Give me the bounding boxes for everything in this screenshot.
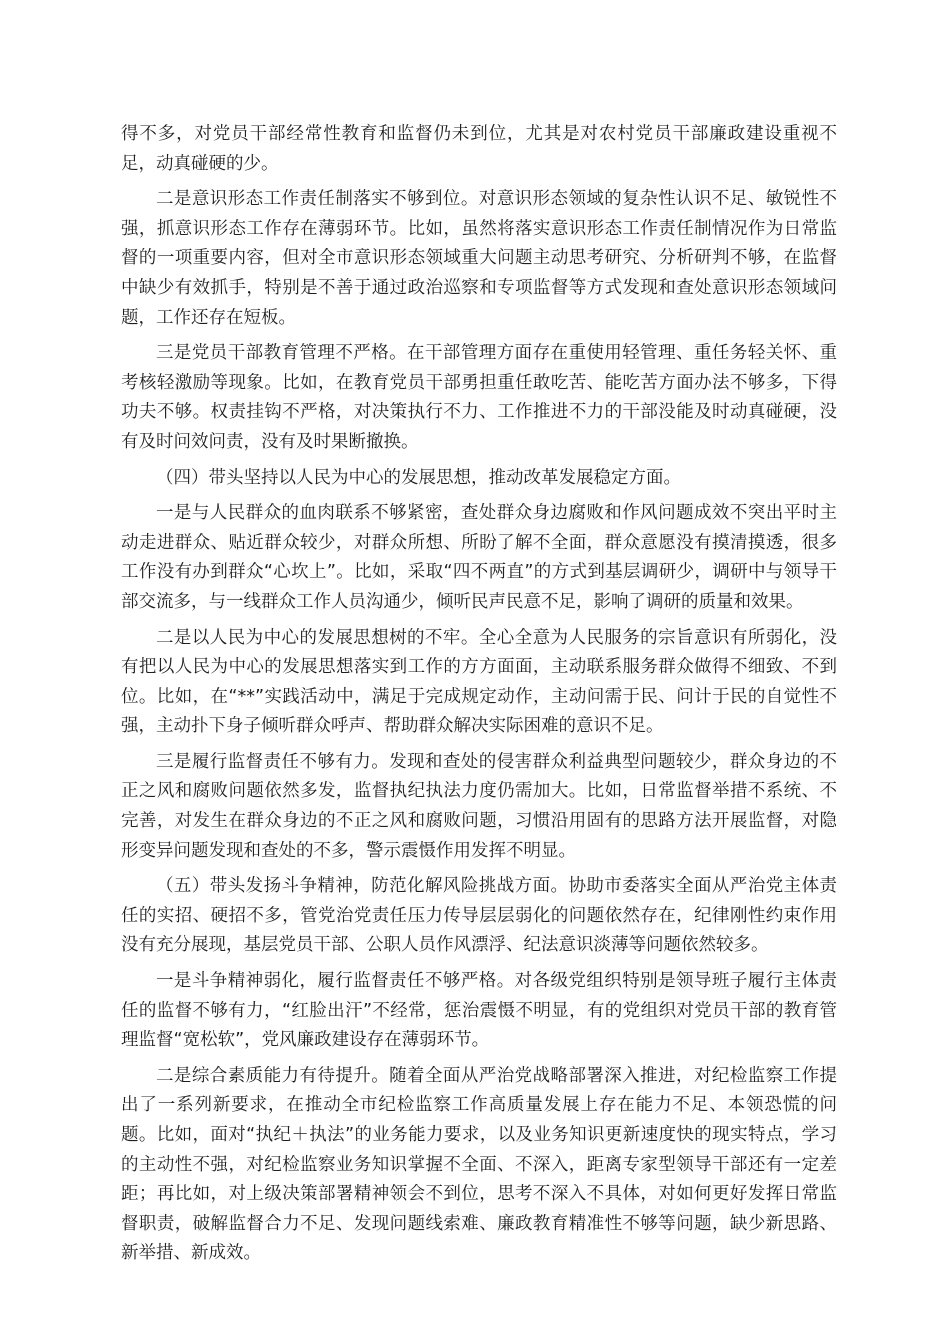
paragraph-supervision-duty: 三是履行监督责任不够有力。发现和查处的侵害群众利益典型问题较少，群众身边的不正之风和腐败问题依然多发，监督执纪执法力度仍需加大。比如，日常监督举措不系统、不完善，对发生在群众身边的不正之风和腐败问题，习惯沿用固有的思路方法开展监督，对隐形变异问题发现和查处的不多，警示震慑作用发挥不明显。 [121,751,837,861]
paragraph-struggle-spirit: 一是斗争精神弱化，履行监督责任不够严格。对各级党组织特别是领导班子履行主体责任的监督不够有力，“红脸出汗”不经常，惩治震慑不明显，有的党组织对党员干部的教育管理监督“宽松软”，党风廉政建设存在薄弱环节。 [121,971,837,1051]
section-heading-five: （五）带头发扬斗争精神，防范化解风险挑战方面。协助市委落实全面从严治党主体责任的实招、硬招不多，管党治党责任压力传导层层弱化的问题依然存在，纪律刚性约束作用没有充分展现，基层党员干部、公职人员作风漂浮、纪法意识淡薄等问题依然较多。 [121,876,837,956]
paragraph-ideology-responsibility: 二是意识形态工作责任制落实不够到位。对意识形态领域的复杂性认识不足、敏锐性不强，抓意识形态工作存在薄弱环节。比如，虽然将落实意识形态工作责任制情况作为日常监督的一项重要内容，但对全市意识形态领域重大问题主动思考研究、分析研判不够，在监督中缺少有效抓手，特别是不善于通过政治巡察和专项监督等方式发现和查处意识形态领域问题，工作还存在短板。 [121,189,837,328]
paragraph-cadre-management: 三是党员干部教育管理不严格。在干部管理方面存在重使用轻管理、重任务轻关怀、重考核轻激励等现象。比如，在教育党员干部勇担重任敢吃苦、能吃苦方面办法不够多，下得功夫不够。权责挂钩不严格，对决策执行不力、工作推进不力的干部没能及时动真碰硬，没有及时问效问责，没有及时果断撤换。 [121,343,837,452]
section-heading-four: （四）带头坚持以人民为中心的发展思想，推动改革发展稳定方面。 [156,467,681,488]
paragraph-people-centered: 二是以人民为中心的发展思想树的不牢。全心全意为人民服务的宗旨意识有所弱化，没有把以人民为中心的发展思想落实到工作的方方面面，主动联系服务群众做得不细致、不到位。比如，在“**”实践活动中，满足于完成规定动作，主动问需于民、问计于民的自觉性不强，主动扑下身子倾听群众呼声、帮助群众解决实际困难的意识不足。 [121,627,837,737]
document-body [121,120,837,1275]
paragraph-competence: 二是综合素质能力有待提升。随着全面从严治党战略部署深入推进，对纪检监察工作提出了一系列新要求，在推动全市纪检监察工作高质量发展上存在能力不足、本领恐慌的问题。比如，面对“执纪＋执法”的业务能力要求，以及业务知识更新速度快的现实特点，学习的主动性不强，对纪检监察业务知识掌握不全面、不深入，距离专家型领导干部还有一定差距；再比如，对上级决策部署精神领会不到位，思考不深入不具体，对如何更好发挥日常监督职责，破解监督合力不足、发现问题线索难、廉政教育精准性不够等问题，缺少新思路、新举措、新成效。 [121,1065,837,1264]
paragraph-people-connection: 一是与人民群众的血肉联系不够紧密，查处群众身边腐败和作风问题成效不突出平时主动走进群众、贴近群众较少，对群众所想、所盼了解不全面，群众意愿没有摸清摸透，很多工作没有办到群众“心坎上”。比如，采取“四不两直”的方式到基层调研少，调研中与领导干部交流多，与一线群众工作人员沟通少，倾听民声民意不足，影响了调研的质量和效果。 [121,503,837,612]
paragraph-continuation: 得不多，对党员干部经常性教育和监督仍未到位，尤其是对农村党员干部廉政建设重视不足，动真碰硬的少。 [121,124,837,174]
